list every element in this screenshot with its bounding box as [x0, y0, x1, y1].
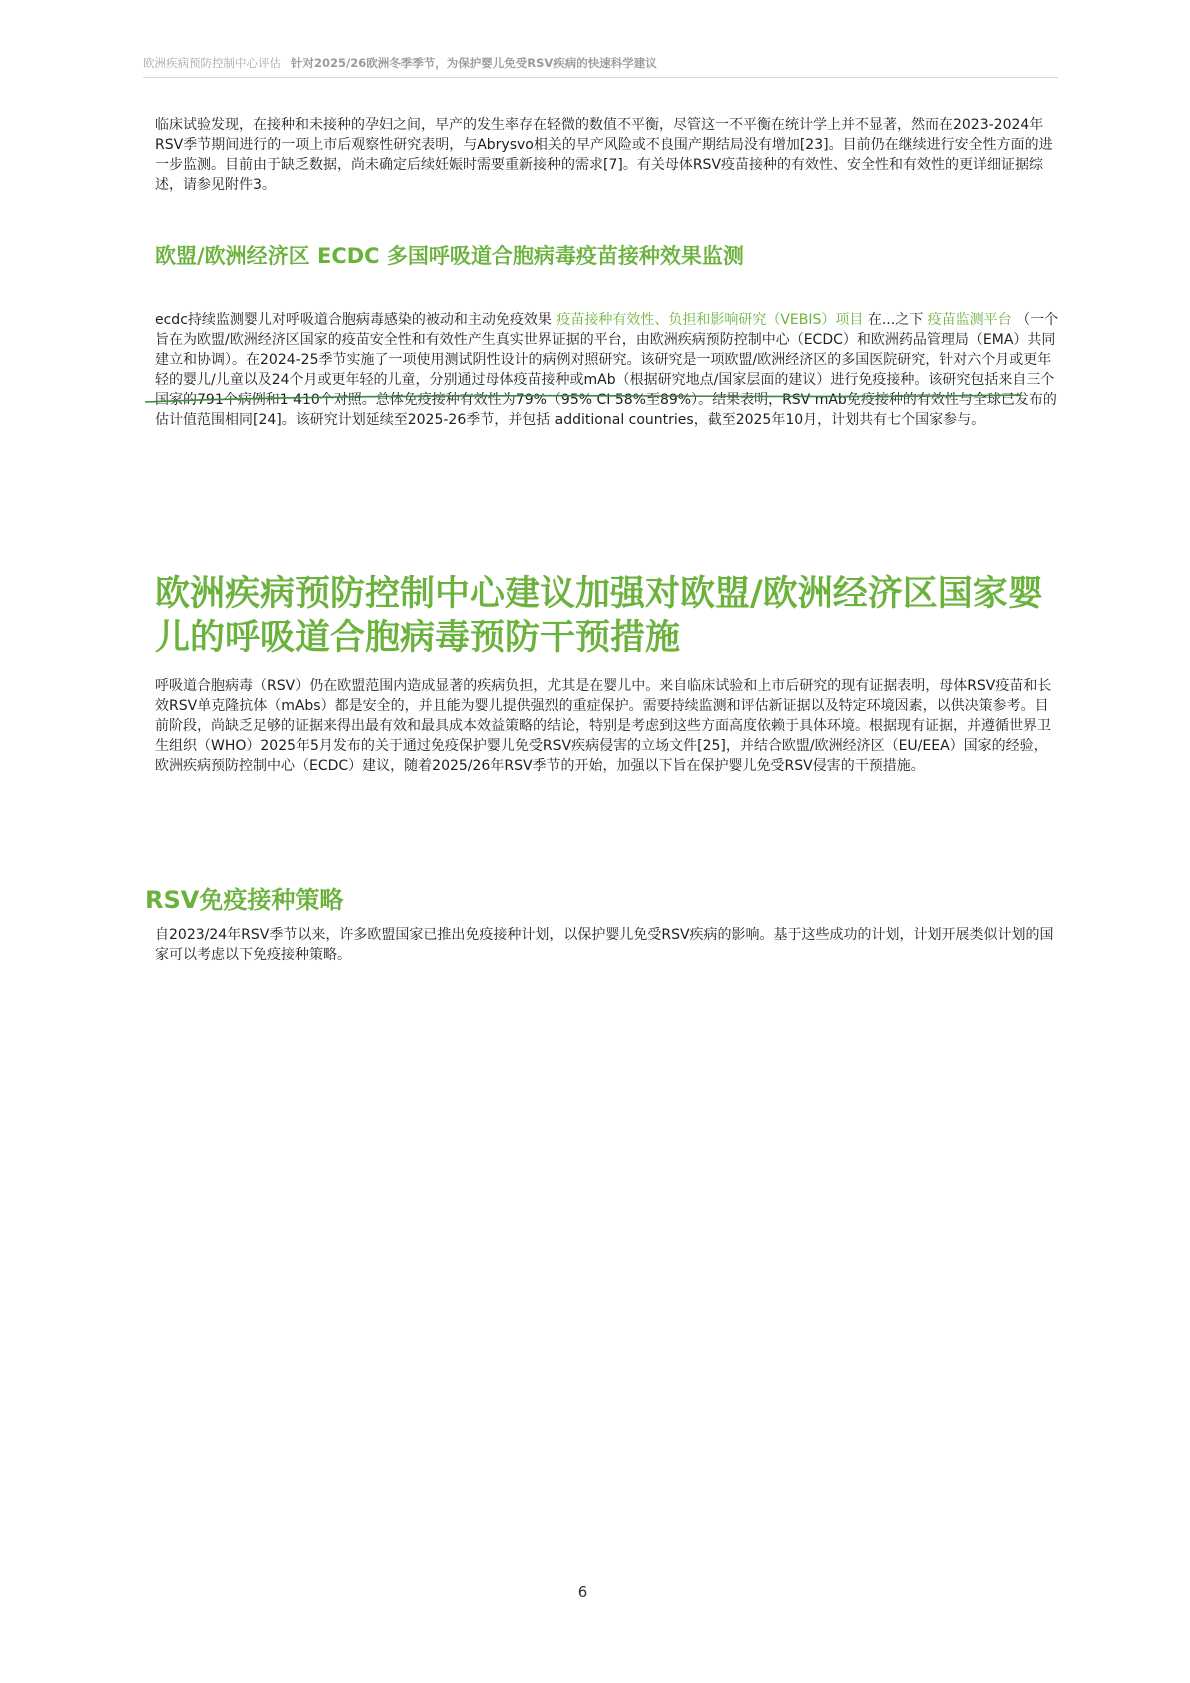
rsv-strategy-paragraph: 自2023/24年RSV季节以来，许多欧盟国家已推出免疫接种计划，以保护婴儿免受RSV疾病的影响。基于这些成功的计划，计划开展类似计划的国家可以考虑以下免疫接种策略。	[155, 927, 1054, 963]
recommendation-paragraph: 呼吸道合胞病毒（RSV）仍在欧盟范围内造成显著的疾病负担，尤其是在婴儿中。来自临床试验和上市后研究的现有证据表明，母体RSV疫苗和长效RSV单克隆抗体（mAbs）都是安全的，并且能为婴儿提供强烈的重症保护。需要持续监测和评估新证据以及特定环境因素，以供决策参考。目前阶段，尚缺乏足够的证据来得出最有效和最具成本效益策略的结论，特别是考虑到这些方面高度依赖于具体环境。根据现有证据，并遵循世界卫生组织（WHO）2025年5月发布的关于通过免疫保护婴儿免受RSV疾病侵害的立场文件[25]，并结合欧盟/欧洲经济区（EU/EEA）国家的经验，欧洲疾病预防控制中心（ECDC）建议，随着2025/26年RSV季节的开始，加强以下旨在保护婴儿免受RSV侵害的干预措施。	[155, 678, 1052, 774]
page-number: 6	[577, 1583, 588, 1601]
vaccine-monitoring-platform-link[interactable]: 疫苗监测平台	[927, 312, 1012, 328]
header-org: 欧洲疾病预防控制中心评估	[143, 56, 281, 70]
section-heading-rsv-strategy: RSV免疫接种策略	[145, 886, 344, 914]
header-title: 针对2025/26欧洲冬季季节，为保护婴儿免受RSV疾病的快速科学建议	[291, 56, 657, 70]
running-header	[143, 55, 1058, 78]
ecdc-monitoring-paragraph	[155, 310, 1060, 430]
section-heading-ecdc-monitoring: 欧盟/欧洲经济区 ECDC 多国呼吸道合胞病毒疫苗接种效果监测	[155, 244, 744, 268]
handwritten-underline-mark	[143, 393, 1023, 407]
ecdc-text-b: 在...之下	[863, 312, 928, 328]
vebis-link[interactable]: 疫苗接种有效性、负担和影响研究（VEBIS）项目	[556, 312, 864, 328]
intro-paragraph: 临床试验发现，在接种和未接种的孕妇之间，早产的发生率存在轻微的数值不平衡，尽管这一不平衡在统计学上并不显著，然而在2023-2024年RSV季节期间进行的一项上市后观察性研究表明，与Abrysvo相关的早产风险或不良围产期结局没有增加[23]。目前仍在继续进行安全性方面的进一步监测。目前由于缺乏数据，尚未确定后续妊娠时需要重新接种的需求[7]。有关母体RSV疫苗接种的有效性、安全性和有效性的更详细证据综述，请参见附件3。	[155, 117, 1053, 193]
ecdc-text-c: （一个旨在为欧盟/欧洲经济区国家的疫苗安全性和有效性产生真实世界证据的平台，由欧洲疾病预防控制中心（ECDC）和欧洲药品管理局（EMA）共同建立和协调）。在2024-25季节实施了一项使用测试阴性设计的病例对照研究。该研究是一项欧盟/欧洲经济区的多国医院研究，针对六个月或更年轻的婴儿/儿童以及24个月或更年轻的儿童，分别通过母体疫苗接种或mAb（根据研究地点/国家层面的建议）进行免疫接种。该研究包括来自三个国家的791个病例和1 410个对照。总体免疫接种有效性为79%（95% CI 58%至89%）。结果表明，RSV mAb免疫接种的有效性与全球已发布的估计值范围相同[24]。该研究计划延续至2025-26季节，并包括 additional countries，截至2025年10月，计划共有七个国家参与。	[155, 312, 1059, 428]
main-section-heading: 欧洲疾病预防控制中心建议加强对欧盟/欧洲经济区国家婴儿的呼吸道合胞病毒预防干预措施	[155, 574, 1043, 658]
ecdc-text-a: ecdc持续监测婴儿对呼吸道合胞病毒感染的被动和主动免疫效果	[155, 312, 557, 328]
